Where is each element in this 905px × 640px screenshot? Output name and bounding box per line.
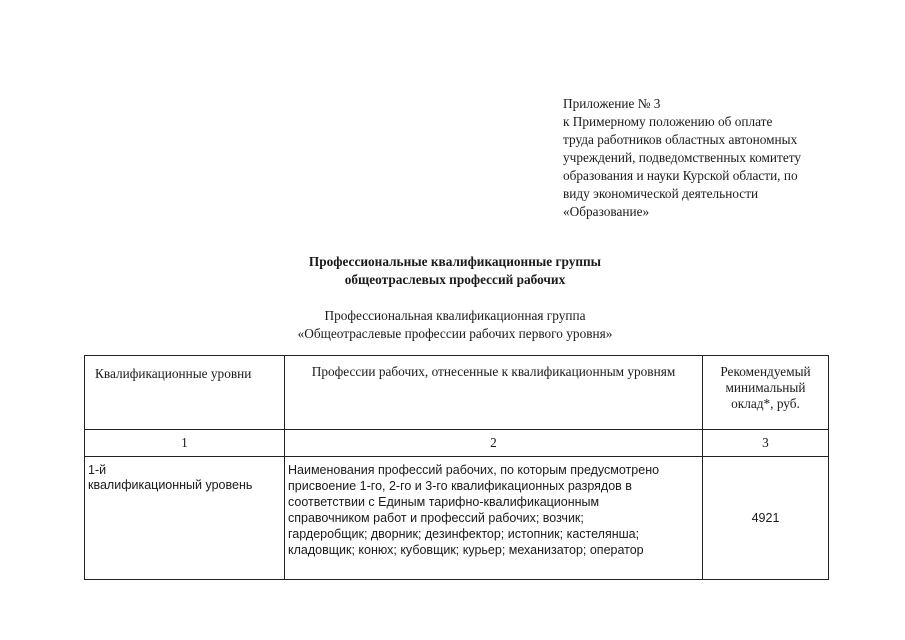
header-cell-professions: Профессии рабочих, отнесенные к квалификационным уровням — [285, 356, 703, 430]
header-cell-salary: Рекомендуемый минимальный оклад*, руб. — [703, 356, 829, 430]
appendix-line: «Образование» — [563, 204, 650, 219]
professions-line: соответствии с Единым тарифно-квалификационным — [288, 495, 600, 509]
group-title — [220, 307, 690, 343]
table-header-row — [85, 356, 829, 430]
table-row — [85, 457, 829, 580]
document-title-line: Профессиональные квалификационные группы — [308, 254, 602, 269]
professions-line: Наименования профессий рабочих, по которым предусмотрено — [288, 463, 660, 477]
column-number: 3 — [703, 430, 829, 457]
level-label: квалификационный уровень — [88, 478, 253, 492]
professions-line: гардеробщик; дворник; дезинфектор; истопник; кастелянша; — [288, 527, 640, 541]
appendix-line: к Примерному положению об оплате — [563, 114, 773, 129]
column-number: 1 — [85, 430, 285, 457]
appendix-note — [563, 95, 863, 221]
qualification-level-cell — [85, 457, 285, 580]
table-number-row — [85, 430, 829, 457]
group-title-line: Профессиональная квалификационная группа — [324, 308, 586, 323]
professions-line: справочником работ и профессий рабочих; возчик; — [288, 511, 584, 525]
document-title — [240, 253, 670, 289]
document-title-line: общеотраслевых профессий рабочих — [344, 272, 566, 287]
professions-line: присвоение 1-го, 2-го и 3-го квалификационных разрядов в — [288, 479, 632, 493]
professions-line: кладовщик; конюх; кубовщик; курьер; механизатор; оператор — [288, 543, 644, 557]
appendix-line: труда работников областных автономных — [563, 132, 798, 147]
appendix-line: Приложение № 3 — [563, 96, 661, 111]
column-number: 2 — [285, 430, 703, 457]
salary-cell: 4921 — [703, 457, 829, 580]
header-cell-levels: Квалификационные уровни — [85, 356, 285, 430]
appendix-line: виду экономической деятельности — [563, 186, 759, 201]
appendix-line: учреждений, подведомственных комитету — [563, 150, 802, 165]
professions-cell — [285, 457, 703, 580]
qualification-table — [84, 355, 829, 580]
level-label: 1-й — [88, 463, 107, 477]
appendix-line: образования и науки Курской области, по — [563, 168, 798, 183]
group-title-line: «Общеотраслевые профессии рабочих первого уровня» — [297, 326, 613, 341]
